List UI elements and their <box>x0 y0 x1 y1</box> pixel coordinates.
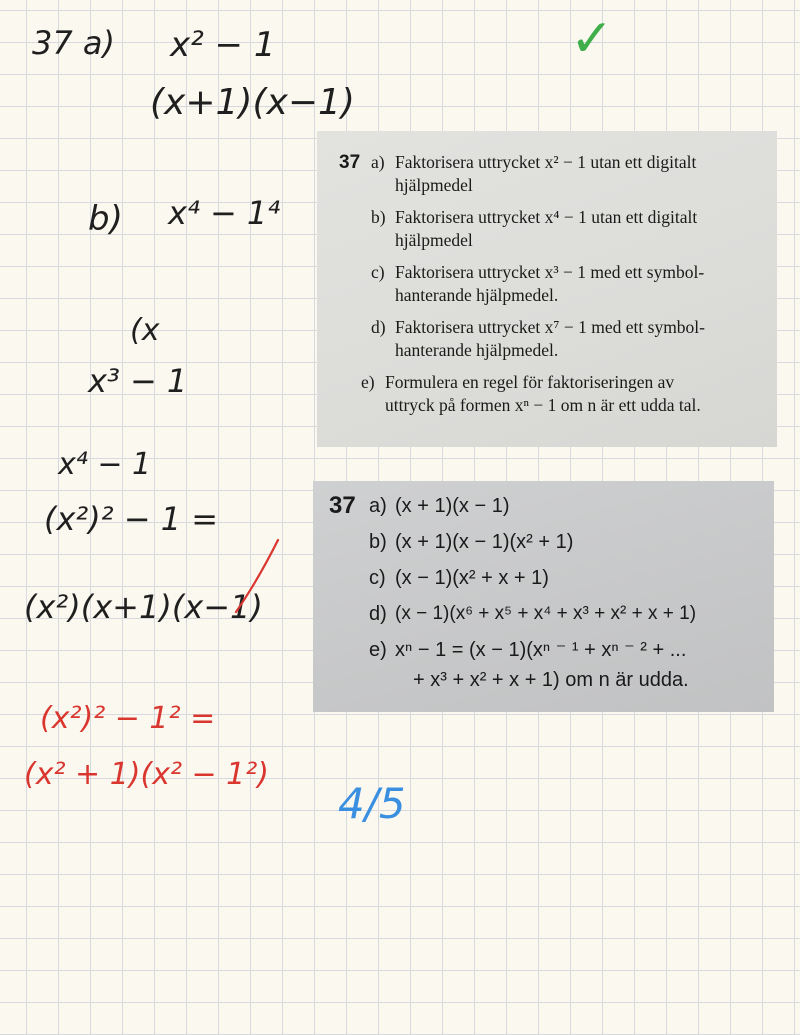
answer-a <box>329 493 764 519</box>
answer-letter: a) <box>369 495 387 517</box>
note-x4: x⁴ − 1 <box>58 447 152 482</box>
problem-item-a <box>339 151 767 197</box>
note-x22: (x²)² − 1 = <box>44 500 219 538</box>
item-line: Faktorisera uttrycket x⁴ − 1 utan ett digitalt <box>395 207 698 227</box>
score-note: 4/5 <box>338 779 406 828</box>
answer-e <box>329 637 764 663</box>
problem-item-e <box>339 371 767 417</box>
item-line: Faktorisera uttrycket x⁷ − 1 med ett symbol- <box>395 317 706 337</box>
answer-expr: (x + 1)(x − 1) <box>395 495 510 517</box>
item-line: Faktorisera uttrycket x² − 1 utan ett digitalt <box>395 152 697 172</box>
check-mark-icon: ✓ <box>570 9 614 69</box>
answer-expr: xⁿ − 1 = (x − 1)(xⁿ ⁻ ¹ + xⁿ ⁻ ² + ... <box>395 639 687 661</box>
problem-number: 37 <box>339 152 361 173</box>
note-paren: (x <box>130 313 160 348</box>
problem-photo <box>317 131 777 447</box>
item-line: hjälpmedel <box>395 230 473 250</box>
note-b-work: (x²)(x+1)(x−1) <box>24 588 263 626</box>
item-line: Faktorisera uttrycket x³ − 1 med ett symbol- <box>395 262 705 282</box>
note-a-factor: (x+1)(x−1) <box>150 82 355 123</box>
note-red-line2: (x² + 1)(x² − 1²) <box>24 757 269 792</box>
answer-expr: (x + 1)(x − 1)(x² + 1) <box>395 531 574 553</box>
note-b-label: b) <box>88 199 123 239</box>
answer-e-continued: + x³ + x² + x + 1) om n är udda. <box>413 669 689 691</box>
item-letter: e) <box>361 372 375 392</box>
answer-letter: e) <box>369 639 387 661</box>
answer-expr: (x − 1)(x⁶ + x⁵ + x⁴ + x³ + x² + x + 1) <box>395 603 697 624</box>
answer-number: 37 <box>329 492 356 519</box>
note-b-expr: x⁴ − 1⁴ <box>168 194 281 232</box>
note-red-line1: (x²)² − 1² = <box>40 701 216 736</box>
answer-d <box>329 601 764 627</box>
item-letter: a) <box>371 152 385 172</box>
problem-item-c <box>339 261 767 307</box>
note-a-expr: x² − 1 <box>170 25 276 65</box>
item-line: hjälpmedel <box>395 175 473 195</box>
item-line: hanterande hjälpmedel. <box>395 285 559 305</box>
answer-letter: c) <box>369 567 386 589</box>
answer-letter: b) <box>369 531 387 553</box>
note-x3: x³ − 1 <box>88 362 188 400</box>
note-problem-label: 37 a) <box>32 24 115 62</box>
item-letter: c) <box>371 262 385 282</box>
answer-expr: (x − 1)(x² + x + 1) <box>395 567 549 589</box>
item-line: hanterande hjälpmedel. <box>395 340 559 360</box>
item-letter: d) <box>371 317 386 337</box>
answer-letter: d) <box>369 603 387 625</box>
problem-item-d <box>339 316 767 362</box>
item-line: Formulera en regel för faktoriseringen av <box>385 372 675 392</box>
answer-photo <box>313 481 774 712</box>
item-letter: b) <box>371 207 386 227</box>
problem-item-b <box>339 206 767 252</box>
answer-b <box>329 529 764 555</box>
answer-c <box>329 565 764 591</box>
item-line: uttryck på formen xⁿ − 1 om n är ett udda tal. <box>385 395 701 415</box>
